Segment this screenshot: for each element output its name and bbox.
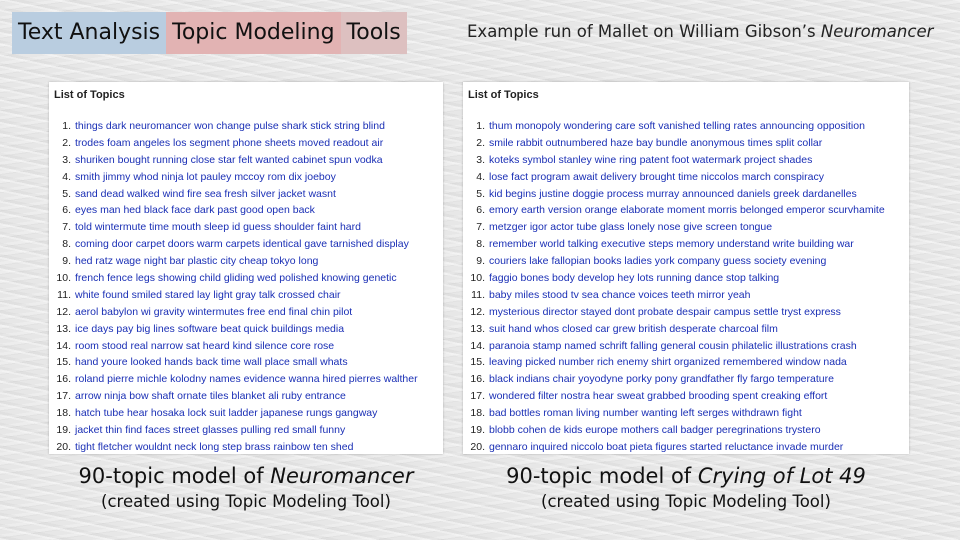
topic-number: 10. (470, 272, 485, 285)
topics-panel-crying-of-lot-49 (463, 82, 909, 454)
topic-number: 19. (56, 424, 71, 437)
caption-italic: Crying of Lot 49 (697, 464, 866, 488)
caption-neuromancer (49, 464, 443, 488)
topic-link[interactable]: hand youre looked hands back time wall place small whats (75, 356, 348, 369)
topic-item[interactable] (49, 354, 418, 371)
topic-item[interactable] (463, 354, 885, 371)
topic-number: 6. (62, 204, 71, 217)
topic-number: 1. (62, 120, 71, 132)
topic-number: 8. (476, 238, 485, 251)
topic-item[interactable] (463, 388, 885, 405)
topic-item[interactable] (49, 304, 418, 321)
topic-item[interactable] (463, 287, 885, 304)
topic-link[interactable]: roland pierre michle kolodny names evidence wanna hired pierres walther (75, 373, 418, 386)
topic-number: 11. (471, 288, 485, 301)
topic-number: 11. (57, 288, 71, 301)
topic-number: 2. (62, 136, 71, 149)
topic-item[interactable] (49, 202, 418, 219)
topic-link[interactable]: french fence legs showing child gliding wed polished knowing genetic (75, 272, 397, 285)
topic-number: 12. (56, 305, 71, 318)
topic-item[interactable] (49, 135, 418, 152)
topic-item[interactable] (463, 169, 885, 186)
topic-link[interactable]: trodes foam angeles los segment phone sheets moved readout air (75, 136, 384, 149)
topic-link[interactable]: arrow ninja bow shaft ornate tiles blanket ali ruby entrance (75, 390, 346, 403)
topic-number: 1. (476, 120, 485, 132)
topic-link[interactable]: wondered filter nostra hear sweat grabbed brooding spent creaking effort (489, 390, 828, 403)
heading-italic: Neuromancer (820, 22, 934, 41)
topic-number: 15. (56, 356, 71, 369)
topic-list (463, 118, 885, 456)
nav-tab-topic-modeling: Topic Modeling (166, 12, 340, 54)
topic-item[interactable] (463, 270, 885, 287)
topic-link[interactable]: thum monopoly wondering care soft vanished telling rates announcing opposition (489, 120, 865, 132)
topic-item[interactable] (49, 236, 418, 253)
caption-subtext-neuromancer: (created using Topic Modeling Tool) (101, 492, 391, 511)
topic-item[interactable] (463, 422, 885, 439)
topic-item[interactable] (463, 219, 885, 236)
topic-number: 4. (62, 170, 71, 183)
topic-item[interactable] (49, 253, 418, 270)
topic-link[interactable]: faggio bones body develop hey lots running dance stop talking (489, 272, 780, 285)
topic-link[interactable]: sand dead walked wind fire sea fresh silver jacket wasnt (75, 187, 336, 200)
topic-link[interactable]: told wintermute time mouth sleep id guess shoulder faint hard (75, 221, 361, 234)
topic-link[interactable]: suit hand whos closed car grew british desperate charcoal film (489, 322, 778, 335)
topic-number: 7. (62, 221, 71, 234)
topic-number: 14. (470, 339, 485, 352)
nav-tab-text-analysis: Text Analysis (12, 12, 166, 54)
topic-item[interactable] (463, 118, 885, 135)
topic-item[interactable] (49, 152, 418, 169)
topic-item[interactable] (49, 338, 418, 355)
topic-link[interactable]: leaving picked number rich enemy shirt organized remembered window nada (489, 356, 847, 369)
topic-link[interactable]: bad bottles roman living number wanting left serges withdrawn fight (489, 407, 802, 420)
topic-link[interactable]: kid begins justine doggie process murray announced daniels greek dardanelles (489, 187, 857, 200)
topic-link[interactable]: eyes man hed black face dark past good open back (75, 204, 315, 217)
topic-link[interactable]: shuriken bought running close star felt wanted cabinet spun vodka (75, 153, 383, 166)
topic-item[interactable] (463, 186, 885, 203)
caption-text: 90-topic model of (78, 464, 271, 488)
title-nav (12, 12, 407, 54)
topic-link[interactable]: white found smiled stared lay light gray talk crossed chair (75, 288, 341, 301)
topic-item[interactable] (463, 338, 885, 355)
topic-link[interactable]: ice days pay big lines software beat quick buildings media (75, 322, 345, 335)
topic-number: 13. (470, 322, 485, 335)
topic-number: 15. (470, 356, 485, 369)
topic-link[interactable]: blobb cohen de kids europe mothers call badger peregrinations trystero (489, 424, 821, 437)
topic-link[interactable]: coming door carpet doors warm carpets identical gave tarnished display (75, 238, 409, 251)
topic-item[interactable] (463, 135, 885, 152)
topic-item[interactable] (463, 236, 885, 253)
topic-item[interactable] (463, 202, 885, 219)
topic-number: 20. (56, 440, 71, 453)
topic-item[interactable] (463, 253, 885, 270)
panel-title: List of Topics (468, 89, 539, 101)
topic-link[interactable]: smith jimmy whod ninja lot pauley mccoy rom dix joeboy (75, 170, 336, 183)
caption-crying-of-lot-49 (463, 464, 909, 488)
topic-item[interactable] (49, 219, 418, 236)
topic-number: 5. (62, 187, 71, 200)
topic-item[interactable] (463, 304, 885, 321)
topic-link[interactable]: tight fletcher wouldnt neck long step brass rainbow ten shed (75, 440, 354, 453)
topic-list (49, 118, 418, 456)
topic-number: 3. (476, 153, 485, 166)
topic-item[interactable] (49, 270, 418, 287)
topic-item[interactable] (463, 371, 885, 388)
topic-item[interactable] (49, 186, 418, 203)
topic-number: 19. (470, 424, 485, 437)
topic-number: 16. (470, 373, 485, 386)
slide-heading (467, 22, 933, 41)
topic-item[interactable] (463, 152, 885, 169)
topic-link[interactable]: things dark neuromancer won change pulse shark stick string blind (75, 120, 385, 132)
topic-number: 3. (62, 153, 71, 166)
topic-link[interactable]: smile rabbit outnumbered haze bay bundle anonymous times split collar (489, 136, 823, 149)
topic-item[interactable] (49, 169, 418, 186)
topic-number: 2. (476, 136, 485, 149)
topic-item[interactable] (463, 405, 885, 422)
topic-number: 7. (476, 221, 485, 234)
topic-link[interactable]: jacket thin find faces street glasses pulling red small funny (75, 424, 346, 437)
topic-number: 4. (476, 170, 485, 183)
topic-link[interactable]: paranoia stamp named schrift falling general cousin philatelic illustrations crash (489, 339, 857, 352)
topic-item[interactable] (49, 118, 418, 135)
topic-number: 17. (470, 390, 485, 403)
topic-item[interactable] (49, 371, 418, 388)
topic-number: 8. (62, 238, 71, 251)
heading-text: Example run of Mallet on William Gibson’s (467, 22, 821, 41)
topic-link[interactable]: hatch tube hear hosaka lock suit ladder japanese rungs gangway (75, 407, 378, 420)
topic-number: 14. (56, 339, 71, 352)
topic-link[interactable]: emory earth version orange elaborate moment morris belonged emperor scurvhamite (489, 204, 885, 217)
caption-italic: Neuromancer (270, 464, 414, 488)
topic-link[interactable]: black indians chair yoyodyne porky pony grandfather fly fargo temperature (489, 373, 834, 386)
topic-link[interactable]: hed ratz wage night bar plastic city cheap tokyo long (75, 255, 319, 268)
topic-number: 17. (56, 390, 71, 403)
topic-number: 20. (470, 440, 485, 453)
topic-number: 5. (476, 187, 485, 200)
topic-number: 18. (56, 407, 71, 420)
topic-item[interactable] (49, 439, 418, 456)
topic-link[interactable]: gennaro inquired niccolo boat pieta figures started reluctance invade murder (489, 440, 844, 453)
topic-item[interactable] (49, 321, 418, 338)
topic-link[interactable]: koteks symbol stanley wine ring patent foot watermark project shades (489, 153, 813, 166)
topic-number: 12. (470, 305, 485, 318)
topic-link[interactable]: couriers lake fallopian books ladies york company guess society evening (489, 255, 827, 268)
topic-item[interactable] (463, 439, 885, 456)
topic-link[interactable]: remember world talking executive steps memory understand write building war (489, 238, 854, 251)
panel-title: List of Topics (54, 89, 125, 101)
topic-item[interactable] (49, 388, 418, 405)
topic-link[interactable]: lose fact program await delivery brought time niccolos march conspiracy (489, 170, 824, 183)
topic-number: 16. (56, 373, 71, 386)
topic-item[interactable] (49, 422, 418, 439)
topic-link[interactable]: mysterious director stayed dont probate despair campus settle tryst express (489, 305, 841, 318)
topic-number: 9. (62, 255, 71, 268)
topic-number: 6. (476, 204, 485, 217)
topic-item[interactable] (49, 405, 418, 422)
topic-link[interactable]: aerol babylon wi gravity wintermutes free end final chin pilot (75, 305, 353, 318)
topic-item[interactable] (463, 321, 885, 338)
topic-link[interactable]: baby miles stood tv sea chance voices teeth mirror yeah (489, 288, 751, 301)
topic-link[interactable]: metzger igor actor tube glass lonely nose give screen tongue (489, 221, 773, 234)
topic-number: 13. (56, 322, 71, 335)
caption-subtext-crying-of-lot-49: (created using Topic Modeling Tool) (541, 492, 831, 511)
topics-panel-neuromancer (49, 82, 443, 454)
topic-number: 9. (476, 255, 485, 268)
topic-item[interactable] (49, 287, 418, 304)
topic-link[interactable]: room stood real narrow sat heard kind silence core rose (75, 339, 335, 352)
nav-tab-tools: Tools (341, 12, 407, 54)
caption-text: 90-topic model of (506, 464, 698, 488)
topic-number: 18. (470, 407, 485, 420)
topic-number: 10. (56, 272, 71, 285)
